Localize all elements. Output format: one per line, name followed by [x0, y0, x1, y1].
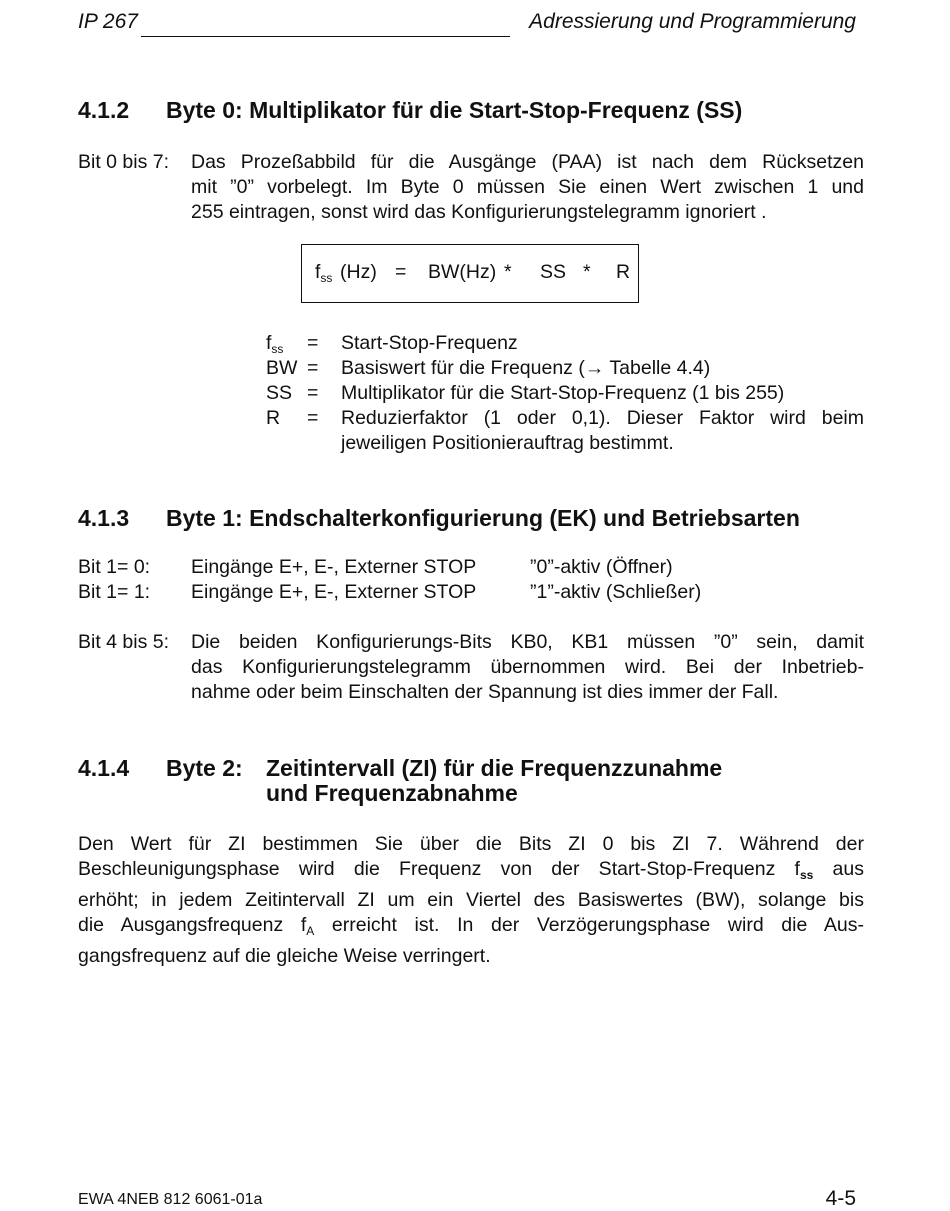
- formula-eq: =: [395, 261, 407, 283]
- footer-doc-id: EWA 4NEB 812 6061-01a: [78, 1191, 263, 1208]
- heading-number: 4.1.4: [78, 755, 130, 781]
- formula-r: R: [616, 261, 631, 283]
- def-text-line: Reduzierfaktor (1 oder 0,1). Dieser Faktor wird beim: [341, 407, 864, 429]
- paragraph-line: gangsfrequenz auf die gleiche Weise verringert.: [78, 945, 491, 967]
- paragraph-line: erhöht; in jedem Zeitintervall ZI um ein Viertel des Basiswertes (BW), solange bis: [78, 889, 864, 911]
- heading-number: 4.1.2: [78, 97, 130, 123]
- def-text: Multiplikator für die Start-Stop-Frequenz (1 bis 255): [341, 382, 785, 404]
- def-symbol: R: [266, 407, 281, 429]
- header-right: Adressierung und Programmierung: [529, 10, 856, 33]
- def-eq: =: [307, 332, 319, 354]
- def-eq: =: [307, 407, 319, 429]
- paragraph-line: die Ausgangsfrequenz $f_A$ erreicht ist. In der Verzögerungsphase wird die Aus-: [78, 914, 864, 938]
- header-left: IP 267: [78, 10, 138, 33]
- def-text-line: jeweiligen Positionierauftrag bestimmt.: [341, 432, 674, 454]
- def-symbol: $f_{ss}$: [266, 332, 284, 356]
- def-eq: =: [307, 382, 319, 404]
- heading-title: und Frequenzabnahme: [266, 780, 518, 806]
- paragraph-line: das Konfigurierungstelegramm übernommen wird. Bei der Inbetrieb-: [191, 656, 864, 678]
- heading-number: 4.1.3: [78, 505, 130, 531]
- paragraph: [191, 150, 864, 225]
- formula-f: $f_{ss}$: [315, 261, 333, 285]
- paragraph-line: nahme oder beim Einschalten der Spannung ist dies immer der Fall.: [191, 681, 779, 703]
- paragraph-line: Die beiden Konfigurierungs-Bits KB0, KB1 müssen ”0” sein, damit: [191, 631, 864, 653]
- definition-list: [0, 331, 950, 461]
- formula-times: *: [504, 261, 512, 283]
- def-symbol: BW: [266, 357, 298, 379]
- paragraph: [78, 832, 864, 969]
- def-text: [341, 406, 864, 456]
- heading-4-1-4: [78, 755, 878, 811]
- formula-ss: SS: [540, 261, 567, 283]
- def-eq: =: [307, 357, 319, 379]
- heading-4-1-2: [78, 97, 878, 127]
- paragraph-line: Beschleunigungsphase wird die Frequenz von der Start-Stop-Frequenz $f_{ss}$ aus: [78, 858, 864, 882]
- row-state: ”1”-aktiv (Schließer): [530, 581, 702, 603]
- paragraph-line: 255 eintragen, sonst wird das Konfigurierungstelegramm ignoriert .: [191, 201, 767, 223]
- formula-unit: (Hz): [340, 261, 377, 283]
- heading-4-1-3: [78, 505, 878, 535]
- heading-title: Byte 0: Multiplikator für die Start-Stop-Frequenz (SS): [166, 97, 743, 123]
- heading-prefix: Byte 2:: [166, 755, 243, 781]
- formula-box: [301, 244, 639, 303]
- page-number: 4-5: [825, 1187, 856, 1210]
- bit-label: Bit 0 bis 7:: [78, 151, 170, 173]
- formula-times: *: [583, 261, 591, 283]
- header-rule: [141, 36, 510, 37]
- row-desc: Eingänge E+, E-, Externer STOP: [191, 556, 477, 578]
- def-symbol: SS: [266, 382, 293, 404]
- row-state: ”0”-aktiv (Öffner): [530, 556, 673, 578]
- bit-label: Bit 1= 0:: [78, 556, 151, 578]
- paragraph-line: Das Prozeßabbild für die Ausgänge (PAA) ist nach dem Rücksetzen: [191, 151, 864, 173]
- bit-label: Bit 1= 1:: [78, 581, 151, 603]
- def-text: Start-Stop-Frequenz: [341, 332, 518, 354]
- heading-title: Zeitintervall (ZI) für die Frequenzzunahme: [266, 755, 723, 781]
- bit-label: Bit 4 bis 5:: [78, 631, 170, 653]
- formula-bw: BW(Hz): [428, 261, 497, 283]
- paragraph: [191, 630, 864, 705]
- heading-title: Byte 1: Endschalterkonfigurierung (EK) und Betriebsarten: [166, 505, 800, 531]
- row-desc: Eingänge E+, E-, Externer STOP: [191, 581, 477, 603]
- paragraph-line: Den Wert für ZI bestimmen Sie über die Bits ZI 0 bis ZI 7. Während der: [78, 833, 864, 855]
- def-text: Basiswert für die Frequenz (→ Tabelle 4.4): [341, 357, 711, 379]
- paragraph-line: mit ”0” vorbelegt. Im Byte 0 müssen Sie einen Wert zwischen 1 und: [191, 176, 864, 198]
